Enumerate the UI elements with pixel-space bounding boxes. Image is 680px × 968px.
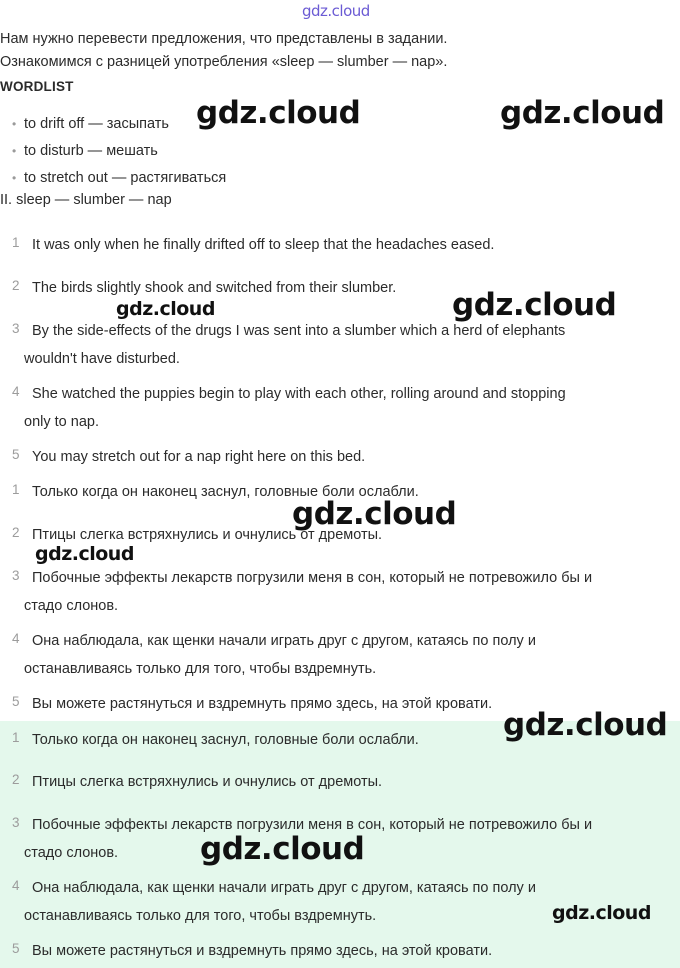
item-text: Побочные эффекты лекарств погрузили меня в сон, который не потревожило бы и (32, 817, 593, 833)
section-title: II. sleep — slumber — nap (0, 192, 172, 208)
item-number: 4 (12, 384, 20, 399)
item-number: 5 (12, 694, 20, 709)
watermark-top: gdz.cloud (302, 2, 370, 20)
item-text: Только когда он наконец заснул, головные боли ослабли. (32, 732, 419, 748)
watermark: gdz.cloud (35, 543, 134, 565)
item-text: You may stretch out for a nap right here on this bed. (32, 449, 366, 465)
item-text-continued: only to nap. (24, 414, 99, 430)
item-text: Только когда он наконец заснул, головные боли ослабли. (32, 484, 419, 500)
item-text: By the side-effects of the drugs I was sent into a slumber which a herd of elephants (32, 323, 566, 339)
watermark: gdz.cloud (503, 707, 668, 743)
item-number: 3 (12, 815, 20, 830)
watermark: gdz.cloud (500, 95, 665, 131)
item-text: Побочные эффекты лекарств погрузили меня в сон, который не потревожило бы и (32, 570, 593, 586)
item-number: 3 (12, 321, 20, 336)
item-text: Она наблюдала, как щенки начали играть друг с другом, катаясь по полу и (32, 633, 536, 649)
item-text-continued: wouldn't have disturbed. (24, 351, 180, 367)
bullet-icon: • (12, 171, 17, 185)
item-number: 4 (12, 631, 20, 646)
watermark: gdz.cloud (200, 831, 365, 867)
item-number: 2 (12, 278, 20, 293)
intro-line-1: Нам нужно перевести предложения, что представлены в задании. (0, 31, 448, 47)
bullet-icon: • (12, 144, 17, 158)
wordlist-item (12, 141, 158, 161)
wordlist-item (12, 168, 226, 188)
item-text: Вы можете растянуться и вздремнуть прямо здесь, на этой кровати. (32, 943, 493, 959)
watermark: gdz.cloud (452, 287, 617, 323)
item-number: 5 (12, 941, 20, 956)
item-number: 1 (12, 235, 20, 250)
item-text: Вы можете растянуться и вздремнуть прямо здесь, на этой кровати. (32, 696, 493, 712)
item-text: Птицы слегка встряхнулись и очнулись от дремоты. (32, 774, 383, 790)
item-number: 2 (12, 772, 20, 787)
watermark: gdz.cloud (552, 902, 651, 924)
item-text: She watched the puppies begin to play with each other, rolling around and stopping (32, 386, 566, 402)
item-text: Птицы слегка встряхнулись и очнулись от дремоты. (32, 527, 383, 543)
watermark: gdz.cloud (116, 298, 215, 320)
item-text-continued: останавливаясь только для того, чтобы вздремнуть. (24, 661, 377, 677)
item-number: 1 (12, 730, 20, 745)
item-text: Она наблюдала, как щенки начали играть друг с другом, катаясь по полу и (32, 880, 536, 896)
wordlist-item-text: to stretch out — растягиваться (24, 170, 227, 186)
item-number: 3 (12, 568, 20, 583)
item-number: 1 (12, 482, 20, 497)
item-number: 5 (12, 447, 20, 462)
watermark: gdz.cloud (196, 95, 361, 131)
wordlist-item-text: to drift off — засыпать (24, 116, 169, 132)
bullet-icon: • (12, 117, 17, 131)
wordlist-item-text: to disturb — мешать (24, 143, 158, 159)
item-text: It was only when he finally drifted off to sleep that the headaches eased. (32, 237, 495, 253)
watermark: gdz.cloud (292, 496, 457, 532)
wordlist-item (12, 114, 169, 134)
wordlist-heading: WORDLIST (0, 79, 74, 94)
item-text-continued: останавливаясь только для того, чтобы вздремнуть. (24, 908, 377, 924)
item-text-continued: стадо слонов. (24, 598, 119, 614)
item-text-continued: стадо слонов. (24, 845, 119, 861)
item-number: 4 (12, 878, 20, 893)
intro-line-2: Ознакомимся с разницей употребления «sleep — slumber — nap». (0, 54, 448, 70)
item-text: The birds slightly shook and switched from their slumber. (32, 280, 397, 296)
item-number: 2 (12, 525, 20, 540)
